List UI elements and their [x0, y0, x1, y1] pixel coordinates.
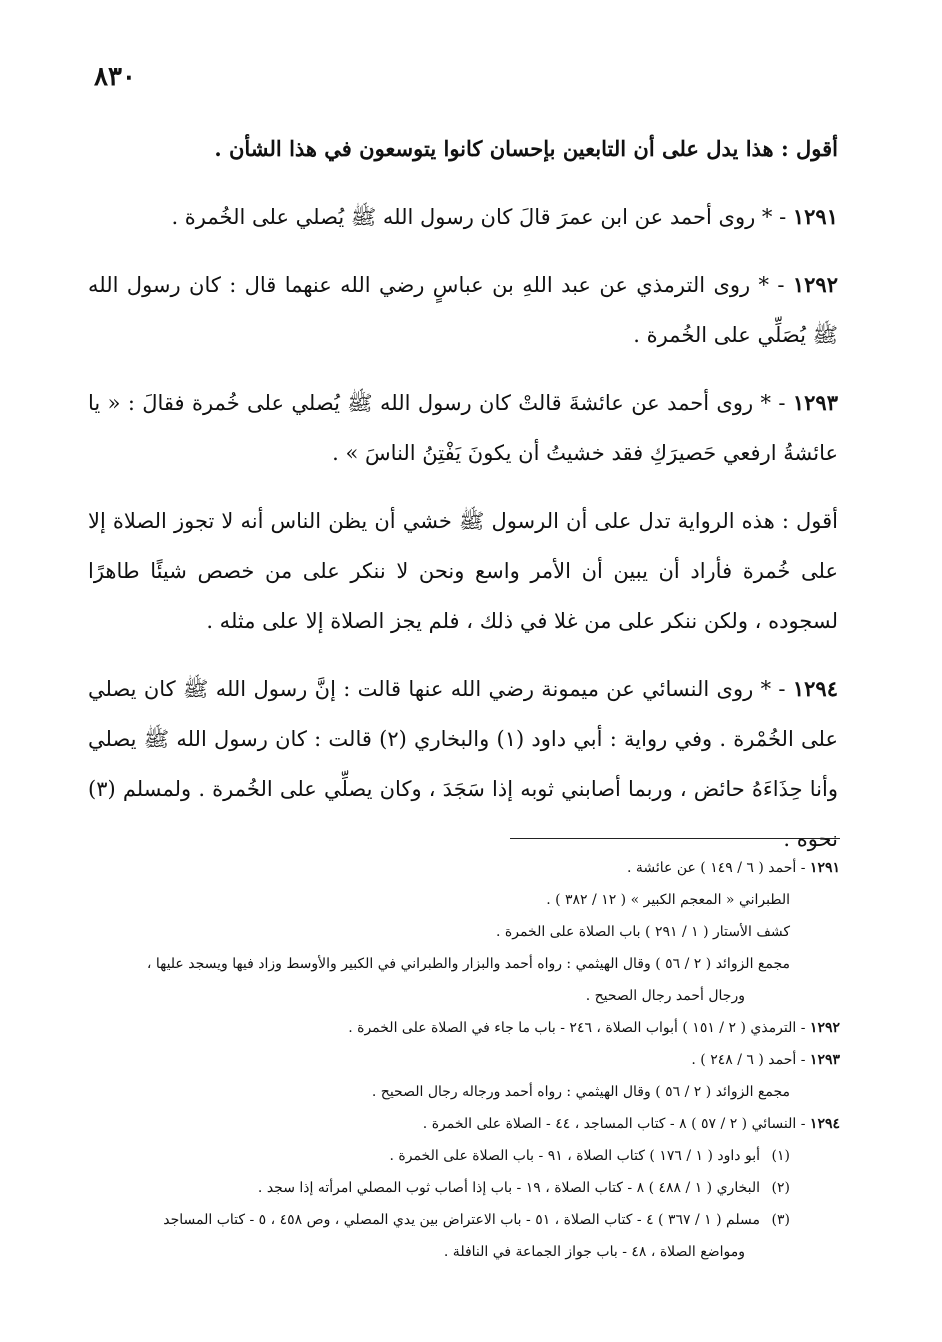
footnote-number: ١٢٩٢ — [809, 1020, 840, 1036]
hadith-text: - * روى الترمذي عن عبد اللهِ بن عباسٍ رضي الله عنهما قال : كان رسول الله ﷺ يُصَلِّي على الخُمرة . — [88, 273, 838, 347]
footnote-marker: (٢) — [771, 1180, 790, 1196]
paragraph-text: أقول : هذه الرواية تدل على أن الرسول ﷺ خشي أن يظن الناس أنه لا تجوز الصلاة إلا على خُمرة فأراد أن يبين أن الأمر واسع ونحن لا ننكر على من خصص شيئًا طاهرًا لسجوده ، ولكن ننكر على من غلا في ذلك ، فلم يجز الصلاة إلا على مثله . — [88, 509, 838, 633]
footnote-number: ١٢٩١ — [809, 860, 840, 876]
footnote-line — [88, 1140, 840, 1172]
paragraph-comment-1 — [88, 124, 838, 174]
hadith-1291 — [88, 192, 838, 242]
footnote-line — [88, 980, 840, 1012]
page-number: ٨٣٠ — [94, 62, 136, 92]
hadith-number: ١٢٩٢ — [792, 272, 838, 297]
footnote-text: - الترمذي ( ٢ / ١٥١ ) أبواب الصلاة ، ٢٤٦ - باب ما جاء في الصلاة على الخمرة . — [348, 1020, 806, 1036]
footnote-line — [88, 1172, 840, 1204]
footnote-divider — [510, 838, 840, 839]
hadith-text: - * روى النسائي عن ميمونة رضي الله عنها قالت : إنَّ رسول الله ﷺ كان يصلي على الخُمْرة . وفي رواية : أبي داود (١) والبخاري (٢) قالت : كان رسول الله ﷺ يصلي وأنا حِذَاءَهُ حائض ، وربما أصابني ثوبه إذا سَجَدَ ، وكان يصلِّي على الخُمرة . ولمسلم (٣) نحوه . — [88, 677, 839, 851]
footnote-text: الطبراني « المعجم الكبير » ( ١٢ / ٣٨٢ ) . — [546, 892, 790, 908]
footnote-line — [88, 1108, 840, 1140]
main-text — [88, 124, 838, 882]
hadith-text: - * روى أحمد عن عائشةَ قالتْ كان رسول الله ﷺ يُصلي على خُمرة فقالَ : « يا عائشةُ ارفعي حَصيرَكِ فقد خشيتُ أن يكونَ يَفْتِنُ الناسَ » . — [88, 391, 838, 465]
footnote-line — [88, 1236, 840, 1268]
footnote-line — [88, 1076, 840, 1108]
footnote-marker: (٣) — [771, 1212, 790, 1228]
footnote-text: مسلم ( ١ / ٣٦٧ ) ٤ - كتاب الصلاة ، ٥١ - باب الاعتراض بين يدي المصلي ، وص ٤٥٨ ، ٥ - كتاب المساجد — [163, 1212, 760, 1228]
footnotes — [88, 852, 840, 1268]
footnote-text: ومواضع الصلاة ، ٤٨ - باب جواز الجماعة في النافلة . — [443, 1244, 745, 1260]
hadith-number: ١٢٩٤ — [792, 676, 838, 701]
footnote-line — [88, 1012, 840, 1044]
footnote-line — [88, 852, 840, 884]
footnote-text: أبو داود ( ١ / ١٧٦ ) كتاب الصلاة ، ٩١ - باب الصلاة على الخمرة . — [389, 1148, 760, 1164]
hadith-number: ١٢٩٣ — [792, 390, 838, 415]
footnote-text: - أحمد ( ٦ / ٢٤٨ ) . — [691, 1052, 806, 1068]
footnote-text: ورجال أحمد رجال الصحيح . — [585, 988, 745, 1004]
hadith-1292 — [88, 260, 838, 360]
hadith-1293 — [88, 378, 838, 478]
footnote-number: ١٢٩٤ — [809, 1116, 840, 1132]
footnote-line — [88, 916, 840, 948]
footnote-line — [88, 948, 840, 980]
footnote-number: ١٢٩٣ — [809, 1052, 840, 1068]
footnote-line — [88, 1044, 840, 1076]
footnote-line — [88, 1204, 840, 1236]
footnote-marker: (١) — [771, 1148, 790, 1164]
paragraph-comment-2 — [88, 496, 838, 646]
hadith-1294 — [88, 664, 838, 864]
footnote-text: - أحمد ( ٦ / ١٤٩ ) عن عائشة . — [626, 860, 806, 876]
paragraph-text: أقول : هذا يدل على أن التابعين بإحسان كانوا يتوسعون في هذا الشأن . — [214, 136, 838, 161]
footnote-text: - النسائي ( ٢ / ٥٧ ) ٨ - كتاب المساجد ، ٤٤ - الصلاة على الخمرة . — [422, 1116, 806, 1132]
footnote-text: كشف الأستار ( ١ / ٢٩١ ) باب الصلاة على الخمرة . — [496, 924, 790, 940]
hadith-number: ١٢٩١ — [792, 204, 838, 229]
footnote-text: البخاري ( ١ / ٤٨٨ ) ٨ - كتاب الصلاة ، ١٩ - باب إذا أصاب ثوب المصلي امرأته إذا سجد . — [257, 1180, 760, 1196]
footnote-text: مجمع الزوائد ( ٢ / ٥٦ ) وقال الهيثمي : رواه أحمد ورجاله رجال الصحيح . — [371, 1084, 790, 1100]
footnote-line — [88, 884, 840, 916]
footnote-text: مجمع الزوائد ( ٢ / ٥٦ ) وقال الهيثمي : رواه أحمد والبزار والطبراني في الكبير والأوسط وزاد فيها ويسجد عليها ، — [146, 956, 790, 972]
hadith-text: - * روى أحمد عن ابن عمرَ قالَ كان رسول الله ﷺ يُصلي على الخُمرة . — [171, 205, 787, 229]
